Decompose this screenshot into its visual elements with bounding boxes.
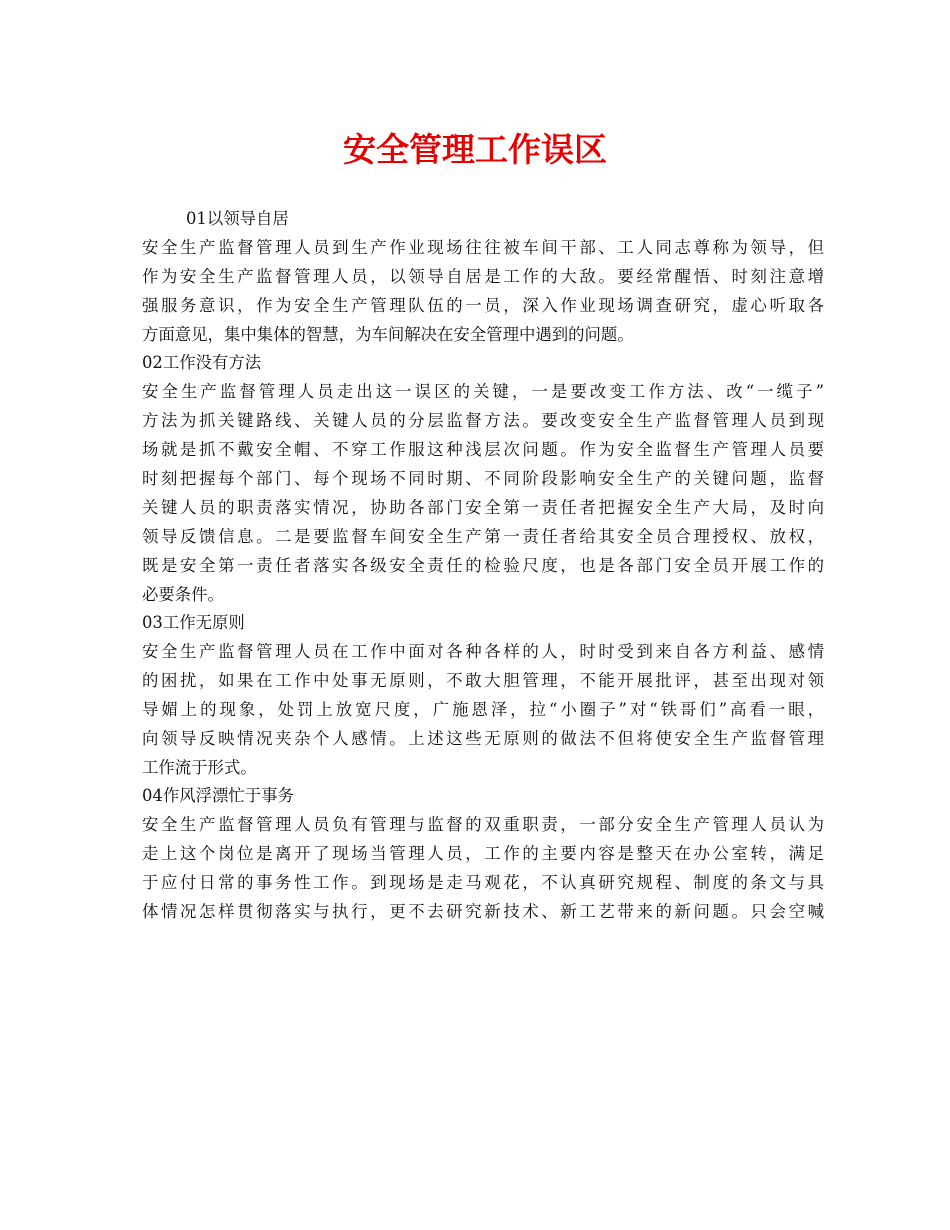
document-title: 安全管理工作误区: [343, 130, 607, 169]
paragraph-line: 作为安全生产监督管理人员，以领导自居是工作的大敌。要经常醒悟、时刻注意增: [142, 267, 824, 286]
paragraph-line: 的困扰，如果在工作中处事无原则，不敢大胆管理，不能开展批评，甚至出现对领: [142, 671, 824, 690]
paragraph-line: 安全生产监督管理人员在工作中面对各种各样的人，时时受到来自各方利益、感情: [142, 642, 824, 661]
paragraph-line: 向领导反映情况夹杂个人感情。上述这些无原则的做法不但将使安全生产监督管理: [142, 729, 824, 748]
paragraph-line: 领导反馈信息。二是要监督车间安全生产第一责任者给其安全员合理授权、放权，: [142, 527, 824, 546]
paragraph-line: 场就是抓不戴安全帽、不穿工作服这种浅层次问题。作为安全监督生产管理人员要: [142, 440, 824, 459]
paragraph-line: 安全生产监督管理人员负有管理与监督的双重职责，一部分安全生产管理人员认为: [142, 815, 824, 834]
paragraph-line: 方面意见，集中集体的智慧，为车间解决在安全管理中遇到的问题。: [142, 325, 634, 344]
paragraph-line: 方法为抓关键路线、关键人员的分层监督方法。要改变安全生产监督管理人员到现: [142, 411, 824, 430]
paragraph-line: 体情况怎样贯彻落实与执行，更不去研究新技术、新工艺带来的新问题。只会空喊: [142, 902, 824, 921]
paragraph-line: 必要条件。: [142, 585, 224, 604]
document-body: [142, 205, 824, 926]
paragraph-line: 安全生产监督管理人员到生产作业现场往往被车间干部、工人同志尊称为领导，但: [142, 238, 824, 257]
section-heading: 04作风浮漂忙于事务: [142, 786, 294, 805]
paragraph-line: 工作流于形式。: [142, 758, 257, 777]
paragraph-line: 安全生产监督管理人员走出这一误区的关键，一是要改变工作方法、改“一缆子”: [142, 382, 824, 401]
paragraph-line: 关键人员的职责落实情况，协助各部门安全第一责任者把握安全生产大局，及时向: [142, 498, 824, 517]
section-heading: 02工作没有方法: [142, 353, 262, 372]
section-heading: 03工作无原则: [142, 613, 245, 632]
paragraph-line: 于应付日常的事务性工作。到现场是走马观花，不认真研究规程、制度的条文与具: [142, 873, 824, 892]
section-heading: 01以领导自居: [186, 209, 289, 228]
paragraph-line: 导媚上的现象，处罚上放宽尺度，广施恩泽，拉“小圈子”对“铁哥们”高看一眼，: [142, 700, 824, 719]
paragraph-line: 走上这个岗位是离开了现场当管理人员，工作的主要内容是整天在办公室转，满足: [142, 844, 824, 863]
paragraph-line: 时刻把握每个部门、每个现场不同时期、不同阶段影响安全生产的关键问题，监督: [142, 469, 824, 488]
paragraph-line: 既是安全第一责任者落实各级安全责任的检验尺度，也是各部门安全员开展工作的: [142, 556, 824, 575]
paragraph-line: 强服务意识，作为安全生产管理队伍的一员，深入作业现场调查研究，虚心听取各: [142, 296, 824, 315]
